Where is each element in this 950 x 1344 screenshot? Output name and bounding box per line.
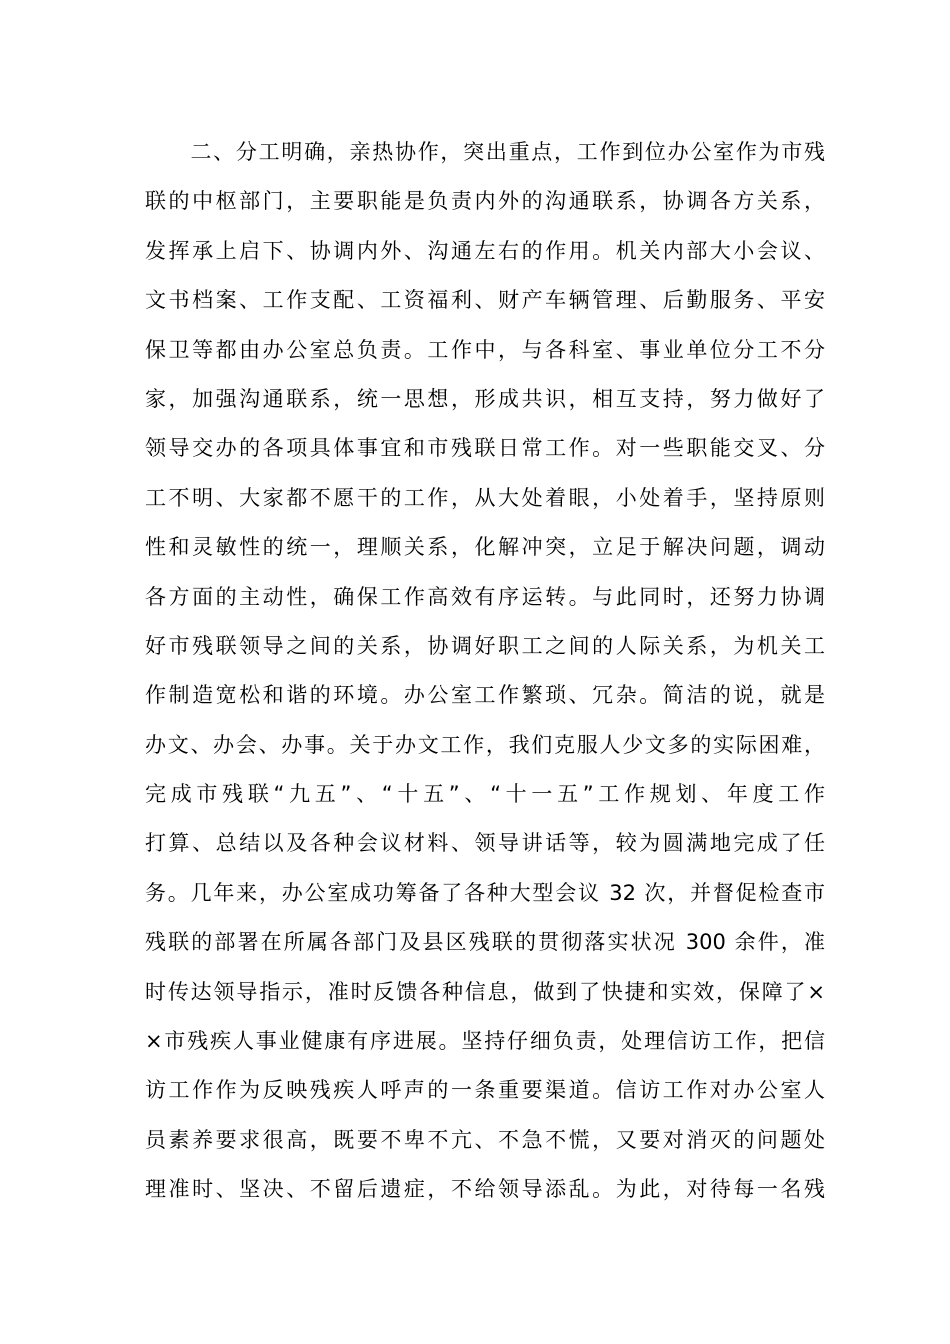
paragraph-line: 好市残联领导之间的关系，协调好职工之间的人际关系，为机关工 [145,633,825,658]
paragraph-line: 访工作作为反映残疾人呼声的一条重要渠道。信访工作对办公室人 [145,1078,825,1103]
paragraph-line: 办文、办会、办事。关于办文工作，我们克服人少文多的实际困难， [145,732,825,757]
paragraph-line: 完成市残联“九五”、“十五”、“十一五”工作规划、年度工作 [145,782,825,807]
paragraph-line: 性和灵敏性的统一，理顺关系，化解冲突，立足于解决问题，调动 [145,535,825,560]
paragraph-line: 作制造宽松和谐的环境。办公室工作繁琐、冗杂。简洁的说，就是 [145,683,825,708]
paragraph-line: 保卫等都由办公室总负责。工作中，与各科室、事业单位分工不分 [145,337,825,362]
paragraph-line: 残联的部署在所属各部门及县区残联的贯彻落实状况 300 余件，准 [145,930,825,955]
paragraph-line: 打算、总结以及各种会议材料、领导讲话等，较为圆满地完成了任 [145,831,825,856]
paragraph-line: 时传达领导指示，准时反馈各种信息，做到了快捷和实效，保障了× [145,979,825,1004]
paragraph-line: 员素养要求很高，既要不卑不亢、不急不慌，又要对消灭的问题处 [145,1127,825,1152]
paragraph-line: 各方面的主动性，确保工作高效有序运转。与此同时，还努力协调 [145,584,825,609]
paragraph-line: 二、分工明确，亲热协作，突出重点，工作到位办公室作为市残 [145,140,825,164]
paragraph-line: 联的中枢部门，主要职能是负责内外的沟通联系，协调各方关系， [145,189,825,214]
paragraph-line: 家，加强沟通联系，统一思想，形成共识，相互支持，努力做好了 [145,386,825,411]
paragraph-line: 文书档案、工作支配、工资福利、财产车辆管理、后勤服务、平安 [145,288,825,313]
paragraph-line: 理准时、坚决、不留后遗症，不给领导添乱。为此，对待每一名残 [145,1177,825,1202]
paragraph-line: 领导交办的各项具体事宜和市残联日常工作。对一些职能交叉、分 [145,436,825,461]
paragraph-line: ×市残疾人事业健康有序进展。坚持仔细负责，处理信访工作，把信 [145,1029,825,1054]
paragraph-line: 工不明、大家都不愿干的工作，从大处着眼，小处着手，坚持原则 [145,485,825,510]
paragraph-line: 发挥承上启下、协调内外、沟通左右的作用。机关内部大小会议、 [145,238,825,263]
body-paragraph [145,128,825,1215]
paragraph-line: 务。几年来，办公室成功筹备了各种大型会议 32 次，并督促检查市 [145,880,825,905]
